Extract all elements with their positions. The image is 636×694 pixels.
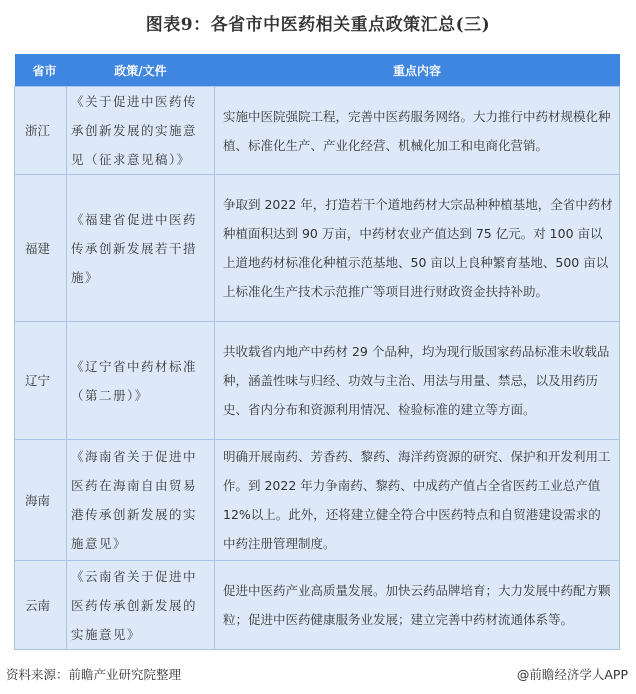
policy-cell: 《云南省关于促进中医药传承创新发展的实施意见》 xyxy=(67,561,215,650)
header-province: 省市 xyxy=(15,54,67,87)
province-cell: 海南 xyxy=(15,440,67,561)
content-cell: 明确开展南药、芳香药、黎药、海洋药资源的研究、保护和开发利用工作。到 2022 年力争南药、黎药、中成药产值占全省医药工业总产值 12%以上。此外，还将建立健全符合中医药特点和自贸港建设需求的中药注册管理制度。 xyxy=(215,440,620,561)
chart-title: 图表9：各省市中医药相关重点政策汇总(三) xyxy=(145,15,491,35)
content-cell: 实施中医院强院工程，完善中医药服务网络。大力推行中药材规模化种植、标准化生产、产业化经营、机械化加工和电商化营销。 xyxy=(215,87,620,175)
table-row xyxy=(15,561,620,650)
source-note: 资料来源：前瞻产业研究院整理 xyxy=(6,667,182,682)
header-policy: 政策/文件 xyxy=(67,54,215,87)
table-row xyxy=(15,175,620,322)
table-row xyxy=(15,87,620,175)
policy-cell: 《辽宁省中药材标准（第二册）》 xyxy=(67,322,215,440)
policy-cell: 《海南省关于促进中医药在海南自由贸易港传承创新发展的实施意见》 xyxy=(67,440,215,561)
policy-table xyxy=(14,54,620,650)
province-cell: 福建 xyxy=(15,175,67,322)
content-cell: 争取到 2022 年，打造若干个道地药材大宗品种种植基地，全省中药材种植面积达到 90 万亩，中药材农业产值达到 75 亿元。对 100 亩以上道地药材标准化种植示范基地、50 亩以上良种繁育基地、500 亩以上标准化生产技术示范推广等项目进行财政资金扶持补助。 xyxy=(215,175,620,322)
table-row xyxy=(15,440,620,561)
policy-cell: 《福建省促进中医药传承创新发展若干措施》 xyxy=(67,175,215,322)
content-cell: 共收载省内地产中药材 29 个品种，均为现行版国家药品标准未收载品种，涵盖性味与归经、功效与主治、用法与用量、禁忌，以及用药历史、省内分布和资源利用情况、检验标准的建立等方面。 xyxy=(215,322,620,440)
credit-note: @前瞻经济学人APP xyxy=(516,667,628,682)
province-cell: 辽宁 xyxy=(15,322,67,440)
province-cell: 浙江 xyxy=(15,87,67,175)
policy-cell: 《关于促进中医药传承创新发展的实施意见（征求意见稿）》 xyxy=(67,87,215,175)
content-cell: 促进中医药产业高质量发展。加快云药品牌培育；大力发展中药配方颗粒；促进中医药健康服务业发展；建立完善中药材流通体系等。 xyxy=(215,561,620,650)
header-content: 重点内容 xyxy=(215,54,620,87)
province-cell: 云南 xyxy=(15,561,67,650)
table-row xyxy=(15,322,620,440)
table-header-row xyxy=(15,54,620,87)
